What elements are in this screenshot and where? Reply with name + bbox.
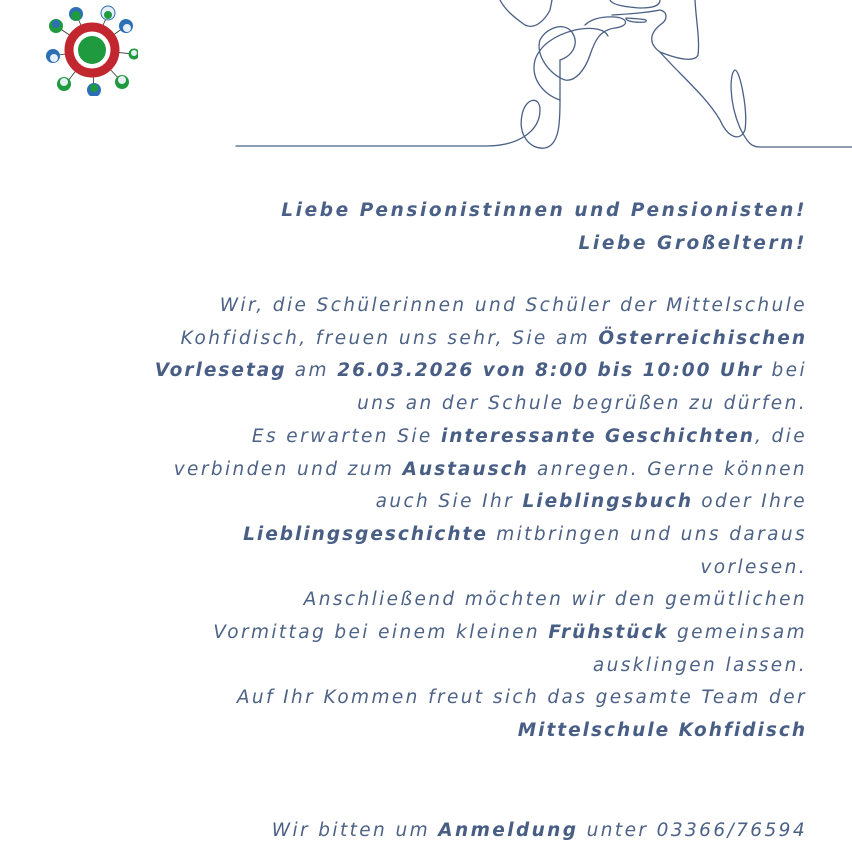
body-line	[27, 552, 807, 585]
invitation-body	[27, 290, 807, 748]
body-line	[27, 715, 807, 748]
text: , die	[754, 425, 807, 447]
emphasis-registration: Anmeldung	[438, 820, 579, 841]
body-line	[27, 650, 807, 683]
text: vorlesen.	[700, 556, 807, 578]
greeting-line-1: Liebe Pensionistinnen und Pensionisten!	[281, 200, 807, 221]
greeting-line-2: Liebe Großeltern!	[578, 233, 807, 254]
body-line	[27, 421, 807, 454]
body-line	[27, 323, 807, 356]
body-line	[27, 519, 807, 552]
emphasis: Frühstück	[548, 622, 669, 644]
text: ausklingen lassen.	[592, 654, 807, 676]
emphasis-event-name: Österreichischen	[598, 327, 807, 349]
text: uns an der Schule begrüßen zu dürfen.	[357, 393, 807, 415]
text: mitbringen und uns daraus	[487, 523, 807, 545]
emphasis: Lieblingsgeschichte	[243, 523, 488, 545]
body-line	[27, 355, 807, 388]
body-line	[27, 617, 807, 650]
school-name: Mittelschule Kohfidisch	[517, 720, 807, 742]
emphasis: Lieblingsbuch	[522, 491, 694, 513]
body-line	[27, 454, 807, 487]
text: anregen. Gerne können	[528, 458, 807, 480]
body-line	[27, 290, 807, 323]
body-line	[27, 584, 807, 617]
text: Es erwarten Sie	[251, 425, 441, 447]
body-line	[27, 486, 807, 519]
text: Wir, die Schülerinnen und Schüler der Mittelschule	[219, 295, 807, 316]
text: Kohfidisch, freuen uns sehr, Sie am	[180, 327, 599, 349]
body-line	[27, 388, 807, 421]
text: gemeinsam	[668, 622, 807, 644]
text: oder Ihre	[693, 491, 807, 513]
line-art-hands-book-icon	[0, 0, 852, 160]
text: am	[286, 360, 338, 382]
text: bei	[763, 360, 807, 382]
text: Anschließend möchten wir den gemütlichen	[303, 589, 807, 611]
registration-note	[272, 815, 807, 847]
text: Wir bitten um	[271, 820, 439, 841]
phone-number[interactable]: 03366/76594	[656, 820, 807, 841]
emphasis-event-name: Vorlesetag	[154, 360, 287, 382]
body-line	[27, 682, 807, 715]
text: verbinden und zum	[173, 458, 403, 480]
text: Vormittag bei einem kleinen	[213, 622, 549, 644]
greeting	[281, 194, 807, 260]
text: unter	[578, 820, 657, 841]
text: auch Sie Ihr	[375, 491, 523, 513]
emphasis: Austausch	[402, 458, 529, 480]
emphasis: interessante Geschichten	[440, 425, 755, 447]
text: Auf Ihr Kommen freut sich das gesamte Team der	[236, 687, 807, 709]
event-date-time: 26.03.2026 von 8:00 bis 10:00 Uhr	[337, 360, 764, 382]
